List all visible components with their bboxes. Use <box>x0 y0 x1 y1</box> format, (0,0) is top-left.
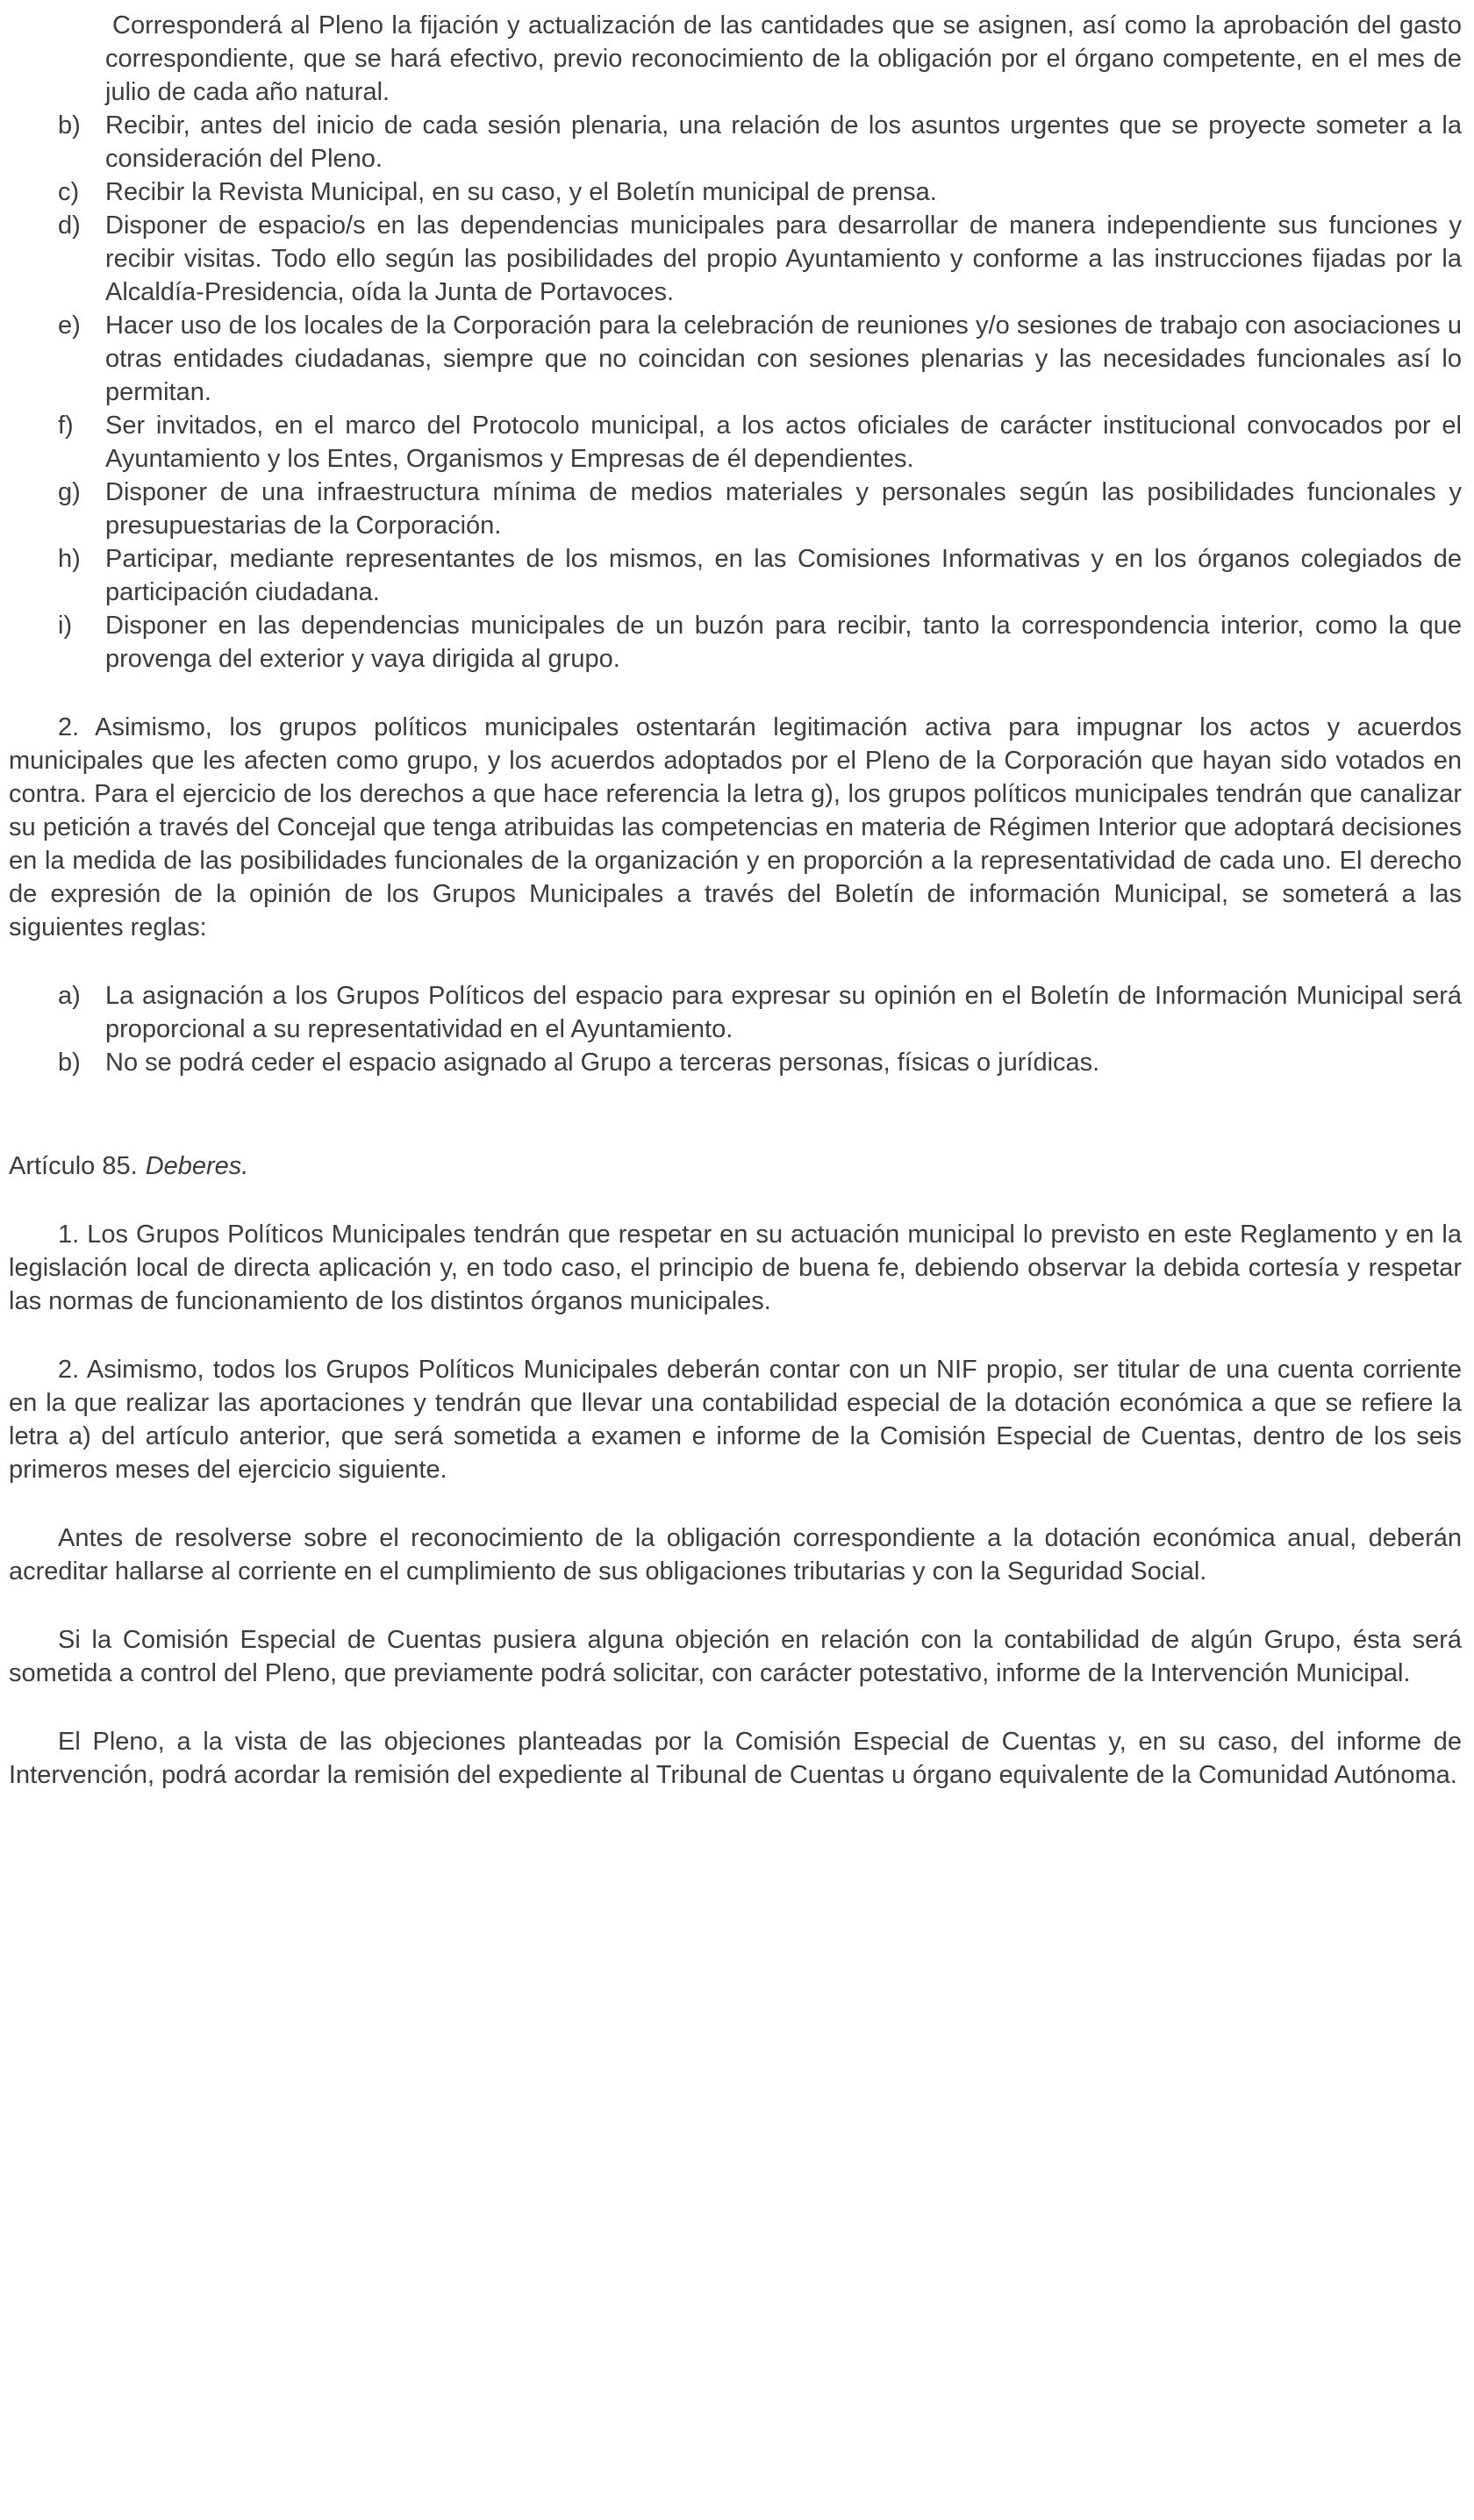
list-item <box>9 209 1462 309</box>
list-item-marker: h) <box>58 545 81 573</box>
paragraph-antes-de-resolverse: Antes de resolverse sobre el reconocimiento de la obligación correspondiente a la dotación económica anual, deberán acreditar hallarse al corriente en el cumplimiento de sus obligaciones tributarias y con la Seguridad Social. <box>9 1524 1462 1586</box>
list-item-text: Ser invitados, en el marco del Protocolo municipal, a los actos oficiales de carácter institucional convocados por el Ayuntamiento y los Entes, Organismos y Empresas de él dependientes. <box>105 412 1462 473</box>
list-item <box>9 409 1462 476</box>
list-item-text: Recibir, antes del inicio de cada sesión plenaria, una relación de los asuntos urgentes que se proyecte someter a la consideración del Pleno. <box>105 111 1462 173</box>
list-item <box>9 309 1462 409</box>
list-item-marker: a) <box>58 982 81 1010</box>
boletin-rules-list <box>9 979 1462 1079</box>
list-item-marker: b) <box>58 1049 81 1077</box>
list-item <box>9 109 1462 175</box>
list-item <box>9 175 1462 209</box>
list-item-marker: f) <box>58 412 74 440</box>
paragraph-pleno-remision: El Pleno, a la vista de las objeciones planteadas por la Comisión Especial de Cuentas y, en su caso, del informe de Intervención, podrá acordar la remisión del expediente al Tribunal de Cuentas u órgano equivalente de la Comunidad Autónoma. <box>9 1728 1462 1789</box>
list-item-marker: b) <box>58 111 81 140</box>
list-item-text: Recibir la Revista Municipal, en su caso, y el Boletín municipal de prensa. <box>105 178 937 206</box>
list-item-text: Participar, mediante representantes de los mismos, en las Comisiones Informativas y en los órganos colegiados de participación ciudadana. <box>105 545 1462 606</box>
list-item-marker: d) <box>58 211 81 240</box>
list-item-text: Hacer uso de los locales de la Corporación para la celebración de reuniones y/o sesiones de trabajo con asociaciones u otras entidades ciudadanas, siempre que no coincidan con sesiones plenarias y las necesidades funcionales así lo permitan. <box>105 311 1462 406</box>
list-item <box>9 979 1462 1046</box>
list-item-text: No se podrá ceder el espacio asignado al Grupo a terceras personas, físicas o jurídicas. <box>105 1049 1100 1077</box>
article-heading <box>9 1149 1462 1183</box>
paragraph-deberes-2: 2. Asimismo, todos los Grupos Políticos Municipales deberán contar con un NIF propio, ser titular de una cuenta corriente en la que realizar las aportaciones y tendrán que llevar una contabilidad especial de la dotación económica a que se refiere la letra a) del artículo anterior, que será sometida a examen e informe de la Comisión Especial de Cuentas, dentro de los seis primeros meses del ejercicio siguiente. <box>9 1356 1462 1484</box>
rights-list <box>9 109 1462 676</box>
article-number: Artículo 85. <box>9 1152 138 1180</box>
list-item-marker: e) <box>58 311 81 340</box>
paragraph-comision-objecion: Si la Comisión Especial de Cuentas pusiera alguna objeción en relación con la contabilidad de algún Grupo, ésta será sometida a control del Pleno, que previamente podrá solicitar, con carácter potestativo, informe de la Intervención Municipal. <box>9 1626 1462 1687</box>
paragraph-legitimacion: 2. Asimismo, los grupos políticos municipales ostentarán legitimación activa para impugnar los actos y acuerdos municipales que les afecten como grupo, y los acuerdos adoptados por el Pleno de la Corporación que hayan sido votados en contra. Para el ejercicio de los derechos a que hace referencia la letra g), los grupos políticos municipales tendrán que canalizar su petición a través del Concejal que tenga atribuidas las competencias en materia de Régimen Interior que adoptará decisiones en la medida de las posibilidades funcionales de la organización y en proporción a la representatividad de cada uno. El derecho de expresión de la opinión de los Grupos Municipales a través del Boletín de información Municipal, se someterá a las siguientes reglas: <box>9 713 1462 941</box>
list-item-text: Disponer de espacio/s en las dependencias municipales para desarrollar de manera independiente sus funciones y recibir visitas. Todo ello según las posibilidades del propio Ayuntamiento y conforme a las instrucciones fijadas por la Alcaldía-Presidencia, oída la Junta de Portavoces. <box>105 211 1462 306</box>
list-item <box>9 476 1462 542</box>
list-item-text: Disponer de una infraestructura mínima de medios materiales y personales según las posibilidades funcionales y presupuestarias de la Corporación. <box>105 478 1462 540</box>
list-item-marker: g) <box>58 478 81 506</box>
list-item <box>9 542 1462 609</box>
list-item-text: La asignación a los Grupos Políticos del espacio para expresar su opinión en el Boletín de Información Municipal será proporcional a su representatividad en el Ayuntamiento. <box>105 982 1462 1043</box>
list-item-text: Disponer en las dependencias municipales de un buzón para recibir, tanto la correspondencia interior, como la que provenga del exterior y vaya dirigida al grupo. <box>105 612 1462 673</box>
list-item-marker: c) <box>58 178 80 206</box>
paragraph-deberes-1: 1. Los Grupos Políticos Municipales tendrán que respetar en su actuación municipal lo previsto en este Reglamento y en la legislación local de directa aplicación y, en todo caso, el principio de buena fe, debiendo observar la debida cortesía y respetar las normas de funcionamiento de los distintos órganos municipales. <box>9 1221 1462 1315</box>
intro-paragraph: Corresponderá al Pleno la fijación y actualización de las cantidades que se asignen, así como la aprobación del gasto correspondiente, que se hará efectivo, previo reconocimiento de la obligación por el órgano competente, en el mes de julio de cada año natural. <box>105 11 1462 106</box>
list-item <box>9 609 1462 676</box>
list-item-marker: i) <box>58 612 73 640</box>
article-title: Deberes. <box>145 1152 249 1180</box>
list-item <box>9 1046 1462 1079</box>
